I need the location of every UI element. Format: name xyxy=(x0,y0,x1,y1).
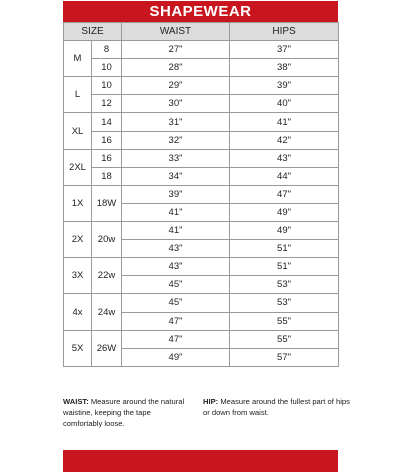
hips-value: 44" xyxy=(230,167,339,185)
size-group-label: 2XL xyxy=(64,149,92,185)
numeric-size: 10 xyxy=(92,59,122,77)
waist-value: 34" xyxy=(122,167,230,185)
size-group-label: L xyxy=(64,77,92,113)
waist-value: 45" xyxy=(122,276,230,294)
numeric-size: 22w xyxy=(92,258,122,294)
table-row xyxy=(64,131,339,149)
numeric-size: 16 xyxy=(92,149,122,167)
waist-value: 32" xyxy=(122,131,230,149)
waist-value: 41" xyxy=(122,203,230,221)
table-row xyxy=(64,95,339,113)
hips-value: 40" xyxy=(230,95,339,113)
hips-value: 51" xyxy=(230,240,339,258)
size-group-label: XL xyxy=(64,113,92,149)
hips-value: 53" xyxy=(230,294,339,312)
hips-value: 43" xyxy=(230,149,339,167)
hips-value: 51" xyxy=(230,258,339,276)
size-group-label: 2X xyxy=(64,222,92,258)
table-row xyxy=(64,258,339,276)
numeric-size: 24w xyxy=(92,294,122,330)
hips-column-header: HIPS xyxy=(230,23,339,41)
hips-value: 57" xyxy=(230,348,339,366)
size-group-label: M xyxy=(64,41,92,77)
waist-note-text: Measure around the natural waistine, keeping the tape comfortably loose. xyxy=(63,397,185,428)
waist-value: 27" xyxy=(122,41,230,59)
waist-value: 41" xyxy=(122,222,230,240)
waist-value: 47" xyxy=(122,330,230,348)
table-row xyxy=(64,167,339,185)
hips-value: 55" xyxy=(230,312,339,330)
size-group-label: 1X xyxy=(64,185,92,221)
waist-value: 49" xyxy=(122,348,230,366)
table-row xyxy=(64,149,339,167)
hips-value: 37" xyxy=(230,41,339,59)
numeric-size: 12 xyxy=(92,95,122,113)
table-row xyxy=(64,222,339,240)
size-column-header: SIZE xyxy=(64,23,122,41)
waist-value: 29" xyxy=(122,77,230,95)
waist-value: 28" xyxy=(122,59,230,77)
waist-value: 43" xyxy=(122,258,230,276)
size-group-label: 4x xyxy=(64,294,92,330)
numeric-size: 26W xyxy=(92,330,122,366)
waist-note xyxy=(63,396,191,429)
waist-value: 30" xyxy=(122,95,230,113)
waist-value: 31" xyxy=(122,113,230,131)
chart-title: SHAPEWEAR xyxy=(63,1,338,22)
waist-value: 39" xyxy=(122,185,230,203)
size-chart-body xyxy=(64,41,339,367)
numeric-size: 18W xyxy=(92,185,122,221)
numeric-size: 8 xyxy=(92,41,122,59)
hip-note-text: Measure around the fullest part of hips or down from waist. xyxy=(203,397,350,417)
numeric-size: 14 xyxy=(92,113,122,131)
waist-value: 43" xyxy=(122,240,230,258)
numeric-size: 18 xyxy=(92,167,122,185)
hips-value: 42" xyxy=(230,131,339,149)
size-chart-table xyxy=(63,22,339,367)
waist-column-header: WAIST xyxy=(122,23,230,41)
footer-bar xyxy=(63,450,338,472)
hips-value: 49" xyxy=(230,222,339,240)
hips-value: 41" xyxy=(230,113,339,131)
hips-value: 47" xyxy=(230,185,339,203)
hip-note-label: HIP: xyxy=(203,397,219,406)
hips-value: 49" xyxy=(230,203,339,221)
size-group-label: 3X xyxy=(64,258,92,294)
table-row xyxy=(64,59,339,77)
table-row xyxy=(64,185,339,203)
numeric-size: 16 xyxy=(92,131,122,149)
waist-value: 33" xyxy=(122,149,230,167)
hips-value: 53" xyxy=(230,276,339,294)
hips-value: 39" xyxy=(230,77,339,95)
table-row xyxy=(64,41,339,59)
table-row xyxy=(64,113,339,131)
numeric-size: 10 xyxy=(92,77,122,95)
hips-value: 38" xyxy=(230,59,339,77)
table-row xyxy=(64,294,339,312)
numeric-size: 20w xyxy=(92,222,122,258)
waist-value: 47" xyxy=(122,312,230,330)
waist-value: 45" xyxy=(122,294,230,312)
table-header-row xyxy=(64,23,339,41)
hip-note xyxy=(203,396,353,418)
table-row xyxy=(64,330,339,348)
size-group-label: 5X xyxy=(64,330,92,366)
hips-value: 55" xyxy=(230,330,339,348)
table-row xyxy=(64,77,339,95)
waist-note-label: WAIST: xyxy=(63,397,89,406)
